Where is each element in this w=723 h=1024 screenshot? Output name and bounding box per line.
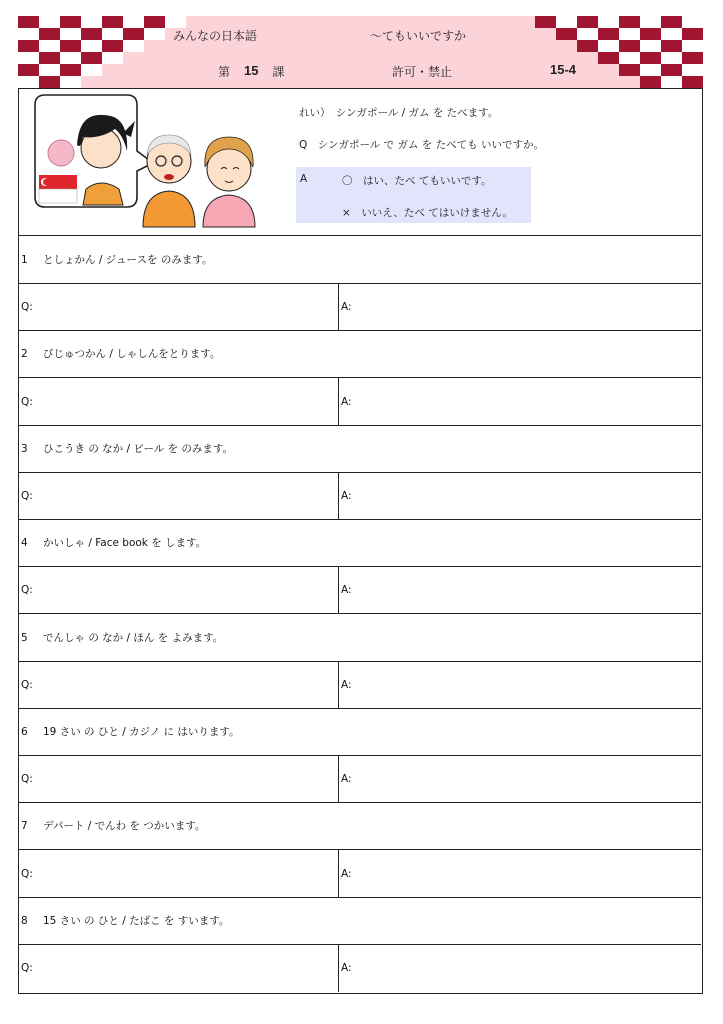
question-answer-field[interactable] [19, 378, 339, 425]
grammar-form: 〜てもいいですか [370, 29, 467, 43]
exercise-cue: 15 さい の ひと / たばこ を すいます。 [43, 914, 230, 927]
exercise-cue: ひこうき の なか / ビール を のみます。 [43, 442, 234, 455]
singapore-flag-icon [39, 175, 77, 203]
answer-field[interactable] [339, 283, 701, 330]
example-prompt: れい） シンガポール / ガム を たべます。 [299, 107, 499, 119]
grandfather-figure [143, 135, 195, 227]
exercise-prompt [21, 818, 205, 833]
question-label: Q: [21, 773, 33, 786]
grandmother-figure [203, 137, 255, 227]
question-label: Q: [21, 301, 33, 314]
exercise-prompt-row [19, 236, 701, 284]
exercise-number: 6 [21, 726, 28, 738]
lesson-prefix: 第 [218, 65, 231, 79]
exercise-prompt [21, 913, 229, 928]
example-answer-negative: × いいえ、たべ てはいけません。 [342, 207, 513, 219]
lesson-topic: 許可・禁止 [392, 65, 453, 79]
answer-label: A: [341, 490, 352, 502]
qa-answer-row [19, 378, 701, 426]
answer-label: A: [341, 678, 352, 691]
example-answer-positive: 〇 はい、たべ てもいいです。 [342, 175, 492, 187]
exercise-prompt-row [19, 708, 701, 756]
exercise-number: 1 [21, 254, 28, 266]
answer-label: A: [341, 584, 352, 597]
question-label: Q: [21, 395, 33, 408]
exercise-number: 7 [21, 820, 28, 833]
qa-answer-row [19, 755, 701, 803]
exercise-prompt [21, 346, 220, 361]
answer-field[interactable] [339, 378, 701, 425]
exercise-prompt [21, 252, 212, 267]
exercise-prompt-row [19, 425, 701, 473]
example-illustration [31, 93, 261, 229]
exercise-cue: 19 さい の ひと / カジノ に はいります。 [43, 726, 240, 738]
question-answer-field[interactable] [19, 566, 339, 613]
exercise-number: 3 [21, 442, 28, 455]
exercise-cue: かいしゃ / Face book を します。 [43, 537, 207, 550]
checker-pattern-left [18, 16, 186, 88]
answer-field[interactable] [339, 755, 701, 802]
exercise-number: 5 [21, 631, 28, 644]
lesson-number: 15 [244, 63, 259, 78]
lesson-suffix: 課 [272, 65, 285, 79]
example-answer-box [296, 167, 531, 223]
example-section [19, 89, 701, 236]
answer-field[interactable] [339, 472, 701, 519]
exercise-prompt-row [19, 330, 701, 378]
qa-answer-row [19, 850, 701, 898]
question-answer-field[interactable] [19, 283, 339, 330]
exercise-number: 4 [21, 537, 28, 550]
question-answer-field[interactable] [19, 755, 339, 802]
textbook-title: みんなの日本語 [173, 29, 258, 43]
exercise-cue: としょかん / ジュースを のみます。 [43, 254, 213, 266]
question-answer-field[interactable] [19, 850, 339, 897]
worksheet-header [18, 16, 703, 88]
answer-label: A: [341, 773, 352, 786]
exercise-prompt [21, 535, 206, 550]
example-answer-label: A [300, 173, 308, 185]
answer-label: A: [341, 962, 352, 974]
question-label: Q: [21, 678, 33, 691]
answer-field[interactable] [339, 566, 701, 613]
exercise-cue: でんしゃ の なか / ほん を よみます。 [43, 631, 224, 644]
exercise-cue: デパート / でんわ を つかいます。 [43, 820, 206, 833]
qa-answer-row [19, 661, 701, 709]
qa-answer-row [19, 283, 701, 331]
exercise-prompt-row [19, 897, 701, 945]
exercise-cue: びじゅつかん / しゃしんをとります。 [43, 348, 221, 361]
qa-answer-row [19, 566, 701, 614]
question-label: Q: [21, 490, 33, 502]
exercise-prompt [21, 724, 240, 739]
worksheet-code: 15-4 [550, 62, 577, 77]
exercise-number: 2 [21, 348, 28, 361]
checker-pattern-right [535, 16, 703, 88]
answer-label: A: [341, 301, 352, 314]
exercise-prompt-row [19, 802, 701, 850]
question-answer-field[interactable] [19, 472, 339, 519]
answer-field[interactable] [339, 661, 701, 708]
answer-field[interactable] [339, 944, 701, 992]
answer-field[interactable] [339, 850, 701, 897]
answer-label: A: [341, 395, 352, 408]
qa-answer-row [19, 944, 701, 992]
example-question: Q シンガポール で ガム を たべても いいですか。 [299, 139, 544, 151]
exercise-prompt [21, 441, 233, 456]
question-label: Q: [21, 962, 33, 974]
question-answer-field[interactable] [19, 944, 339, 992]
exercise-prompt-row [19, 614, 701, 662]
question-answer-field[interactable] [19, 661, 339, 708]
lesson-label [218, 63, 285, 80]
worksheet [18, 88, 703, 994]
question-label: Q: [21, 867, 33, 880]
exercise-number: 8 [21, 914, 28, 927]
answer-label: A: [341, 867, 352, 880]
question-label: Q: [21, 584, 33, 597]
exercise-prompt-row [19, 519, 701, 567]
qa-answer-row [19, 472, 701, 520]
exercise-prompt [21, 630, 223, 645]
